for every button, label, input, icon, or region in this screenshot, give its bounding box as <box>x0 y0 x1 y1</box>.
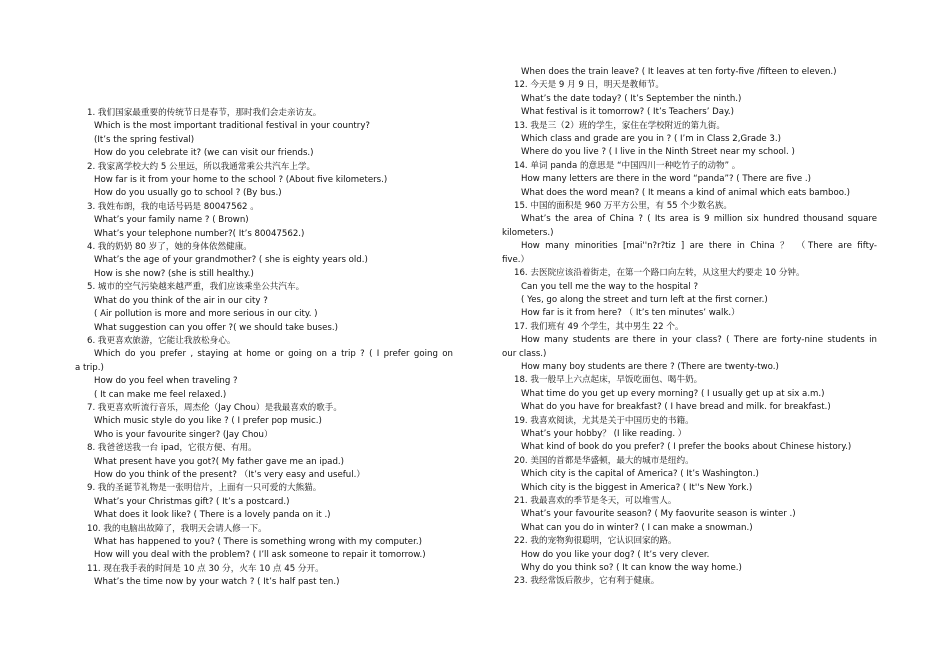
text-line: What suggestion can you offer ?( we should take buses.) <box>94 322 338 333</box>
text-line: ( Air pollution is more and more serious in our city. ) <box>94 309 318 320</box>
text-line: What present have you got?( My father gave me an ipad.) <box>94 456 344 467</box>
text-line: What festival is it tomorrow? ( It’s Teachers’ Day.) <box>521 107 735 118</box>
text-line: What does it look like? ( There is a lovely panda on it .) <box>94 510 331 521</box>
text-line: a trip.) <box>75 362 104 373</box>
text-line: Who is your favourite singer? (Jay Chou） <box>94 429 273 440</box>
text-line: 11. 现在我手表的时间是 10 点 30 分，火车 10 点 45 分开。 <box>87 563 324 574</box>
text-line: 16. 去医院应该沿着街走，在第一个路口向左转，从这里大约要走 10 分钟。 <box>514 268 805 279</box>
text-line: How do you usually go to school ? (By bus.) <box>94 188 282 199</box>
text-line: 15. 中国的面积是 960 万平方公里，有 55 个少数名族。 <box>514 201 732 212</box>
text-line: 14. 单词 panda 的意思是 “中国四川一种吃竹子的动物” 。 <box>514 160 741 171</box>
text-line: How do you think of the present? （It’s very easy and useful.） <box>94 469 365 480</box>
text-line: What do you have for breakfast? ( I have bread and milk. for breakfast.) <box>521 402 831 413</box>
text-line: What’s your Christmas gift? ( It’s a postcard.) <box>94 496 290 507</box>
text-line: 5. 城市的空气污染越来越严重，我们应该乘坐公共汽车。 <box>87 282 305 293</box>
text-line: What’s your family name ? ( Brown) <box>94 215 249 226</box>
text-line: What can you do in winter? ( I can make a snowman.) <box>521 522 753 533</box>
text-line: 9. 我的圣诞节礼物是一张明信片，上面有一只可爱的大熊猫。 <box>87 483 322 494</box>
text-line: 22. 我的宠物狗很聪明，它认识回家的路。 <box>514 536 677 547</box>
text-line: How is she now? (she is still healthy.) <box>94 268 254 279</box>
text-line: Which class and grade are you in ? ( I’m in Class 2,Grade 3.) <box>521 134 781 145</box>
text-line: What’s the date today? ( It’s September the ninth.) <box>521 93 742 104</box>
text-line: 19. 我喜欢阅读，尤其是关于中国历史的书籍。 <box>514 415 694 426</box>
text-line: What’s your favourite season? ( My faovurite season is winter .) <box>521 509 796 520</box>
text-line: How do you celebrate it? (we can visit our friends.) <box>94 148 314 159</box>
text-line: What has happened to you? ( There is something wrong with my computer.) <box>94 537 422 547</box>
text-line: What kind of book do you prefer? ( I prefer the books about Chinese history.) <box>521 442 852 453</box>
text-line: How will you deal with the problem? ( I’ll ask someone to repair it tomorrow.) <box>94 550 426 561</box>
text-line: five.） <box>502 254 530 265</box>
left-column <box>75 107 453 590</box>
text-line: What does the word mean? ( It means a kind of animal which eats bamboo.) <box>521 187 850 198</box>
text-line: 21. 我最喜欢的季节是冬天，可以堆雪人。 <box>514 496 677 506</box>
text-line: How do you like your dog? ( It’s very clever. <box>521 549 710 560</box>
text-line: What time do you get up every morning? ( I usually get up at six a.m.) <box>521 388 825 399</box>
text-line: How far is it from here? （ It’s ten minutes’ walk.） <box>521 308 740 319</box>
text-line: What’s your telephone number?( It’s 80047562.) <box>94 228 305 239</box>
text-line: How many boy students are there ? (There are twenty-two.) <box>521 361 779 372</box>
text-line: How far is it from your home to the school ? (About five kilometers.) <box>94 175 388 186</box>
text-line: Which city is the biggest in America? ( It''s New York.) <box>521 482 753 493</box>
text-line: Which city is the capital of America? ( It’s Washington.) <box>521 469 759 480</box>
text-line: What’s the time now by your watch ? ( It’s half past ten.) <box>94 577 340 588</box>
text-line: kilometers.) <box>502 227 554 238</box>
text-line: 8. 我爸爸送我一台 ipad，它很方便、有用。 <box>87 443 257 454</box>
text-line: our class.) <box>502 348 547 359</box>
text-line: ( Yes, go along the street and turn left at the first corner.) <box>521 294 768 305</box>
text-line: 10. 我的电脑出故障了，我明天会请人修一下。 <box>87 523 267 534</box>
text-line: Where do you live ? ( I live in the Ninth Street near my school. ) <box>521 147 795 158</box>
text-line: What’s the age of your grandmother? ( she is eighty years old.) <box>94 255 368 266</box>
text-line: How many letters are there in the word “panda”? ( There are five .) <box>521 174 811 185</box>
text-line: When does the train leave? ( It leaves at ten forty-five /fifteen to eleven.) <box>521 67 837 77</box>
text-line: 17. 我们班有 49 个学生，其中男生 22 个。 <box>514 321 684 332</box>
text-line: 23. 我经常饭后散步，它有利于健康。 <box>514 576 660 587</box>
text-line: Which do you prefer , staying at home or going on a trip ? ( I prefer going on <box>94 349 453 360</box>
text-line: Which music style do you like ? ( I prefer pop music.) <box>94 416 322 427</box>
text-line: 13. 我是三（2）班的学生，家住在学校附近的第九街。 <box>514 120 725 131</box>
text-line: 3. 我姓布朗，我的电话号码是 80047562 。 <box>87 201 259 212</box>
text-line: What’s your hobby？ (I like reading. ） <box>521 428 687 439</box>
text-line: 1. 我们国家最重要的传统节日是春节，那时我们会走亲访友。 <box>87 108 322 118</box>
text-line: ( It can make me feel relaxed.) <box>94 389 227 400</box>
text-line: How many minorities [mai''n?r?tiz ] are there in China ？ （There are fifty- <box>521 241 877 252</box>
text-line: (It’s the spring festival) <box>94 134 195 145</box>
text-line: How many students are there in your class? ( There are forty-nine students in <box>521 335 877 346</box>
text-line: 4. 我的奶奶 80 岁了，她的身体依然健康。 <box>87 242 252 253</box>
text-line: Why do you think so? ( It can know the way home.) <box>521 563 742 574</box>
text-line: 2. 我家离学校大约 5 公里远，所以我通常乘公共汽车上学。 <box>87 161 316 172</box>
text-line: 20. 美国的首都是华盛顿，最大的城市是纽约。 <box>514 455 694 466</box>
text-line: Which is the most important traditional festival in your country? <box>94 121 370 132</box>
text-line: Can you tell me the way to the hospital ? <box>521 281 699 292</box>
text-line: What’s the area of China ? ( Its area is 9 million six hundred thousand square <box>521 214 877 225</box>
text-line: 12. 今天是 9 月 9 日，明天是教师节。 <box>514 80 664 91</box>
text-line: How do you feel when traveling ? <box>94 376 238 387</box>
text-line: What do you think of the air in our city ? <box>94 295 268 306</box>
text-line: 6. 我更喜欢旅游，它能让我放松身心。 <box>87 335 236 346</box>
right-column <box>502 66 877 589</box>
text-line: 18. 我一般早上六点起床，早饭吃面包、喝牛奶。 <box>514 375 703 386</box>
text-line: 7. 我更喜欢听流行音乐，周杰伦（Jay Chou）是我最喜欢的歌手。 <box>87 402 342 413</box>
